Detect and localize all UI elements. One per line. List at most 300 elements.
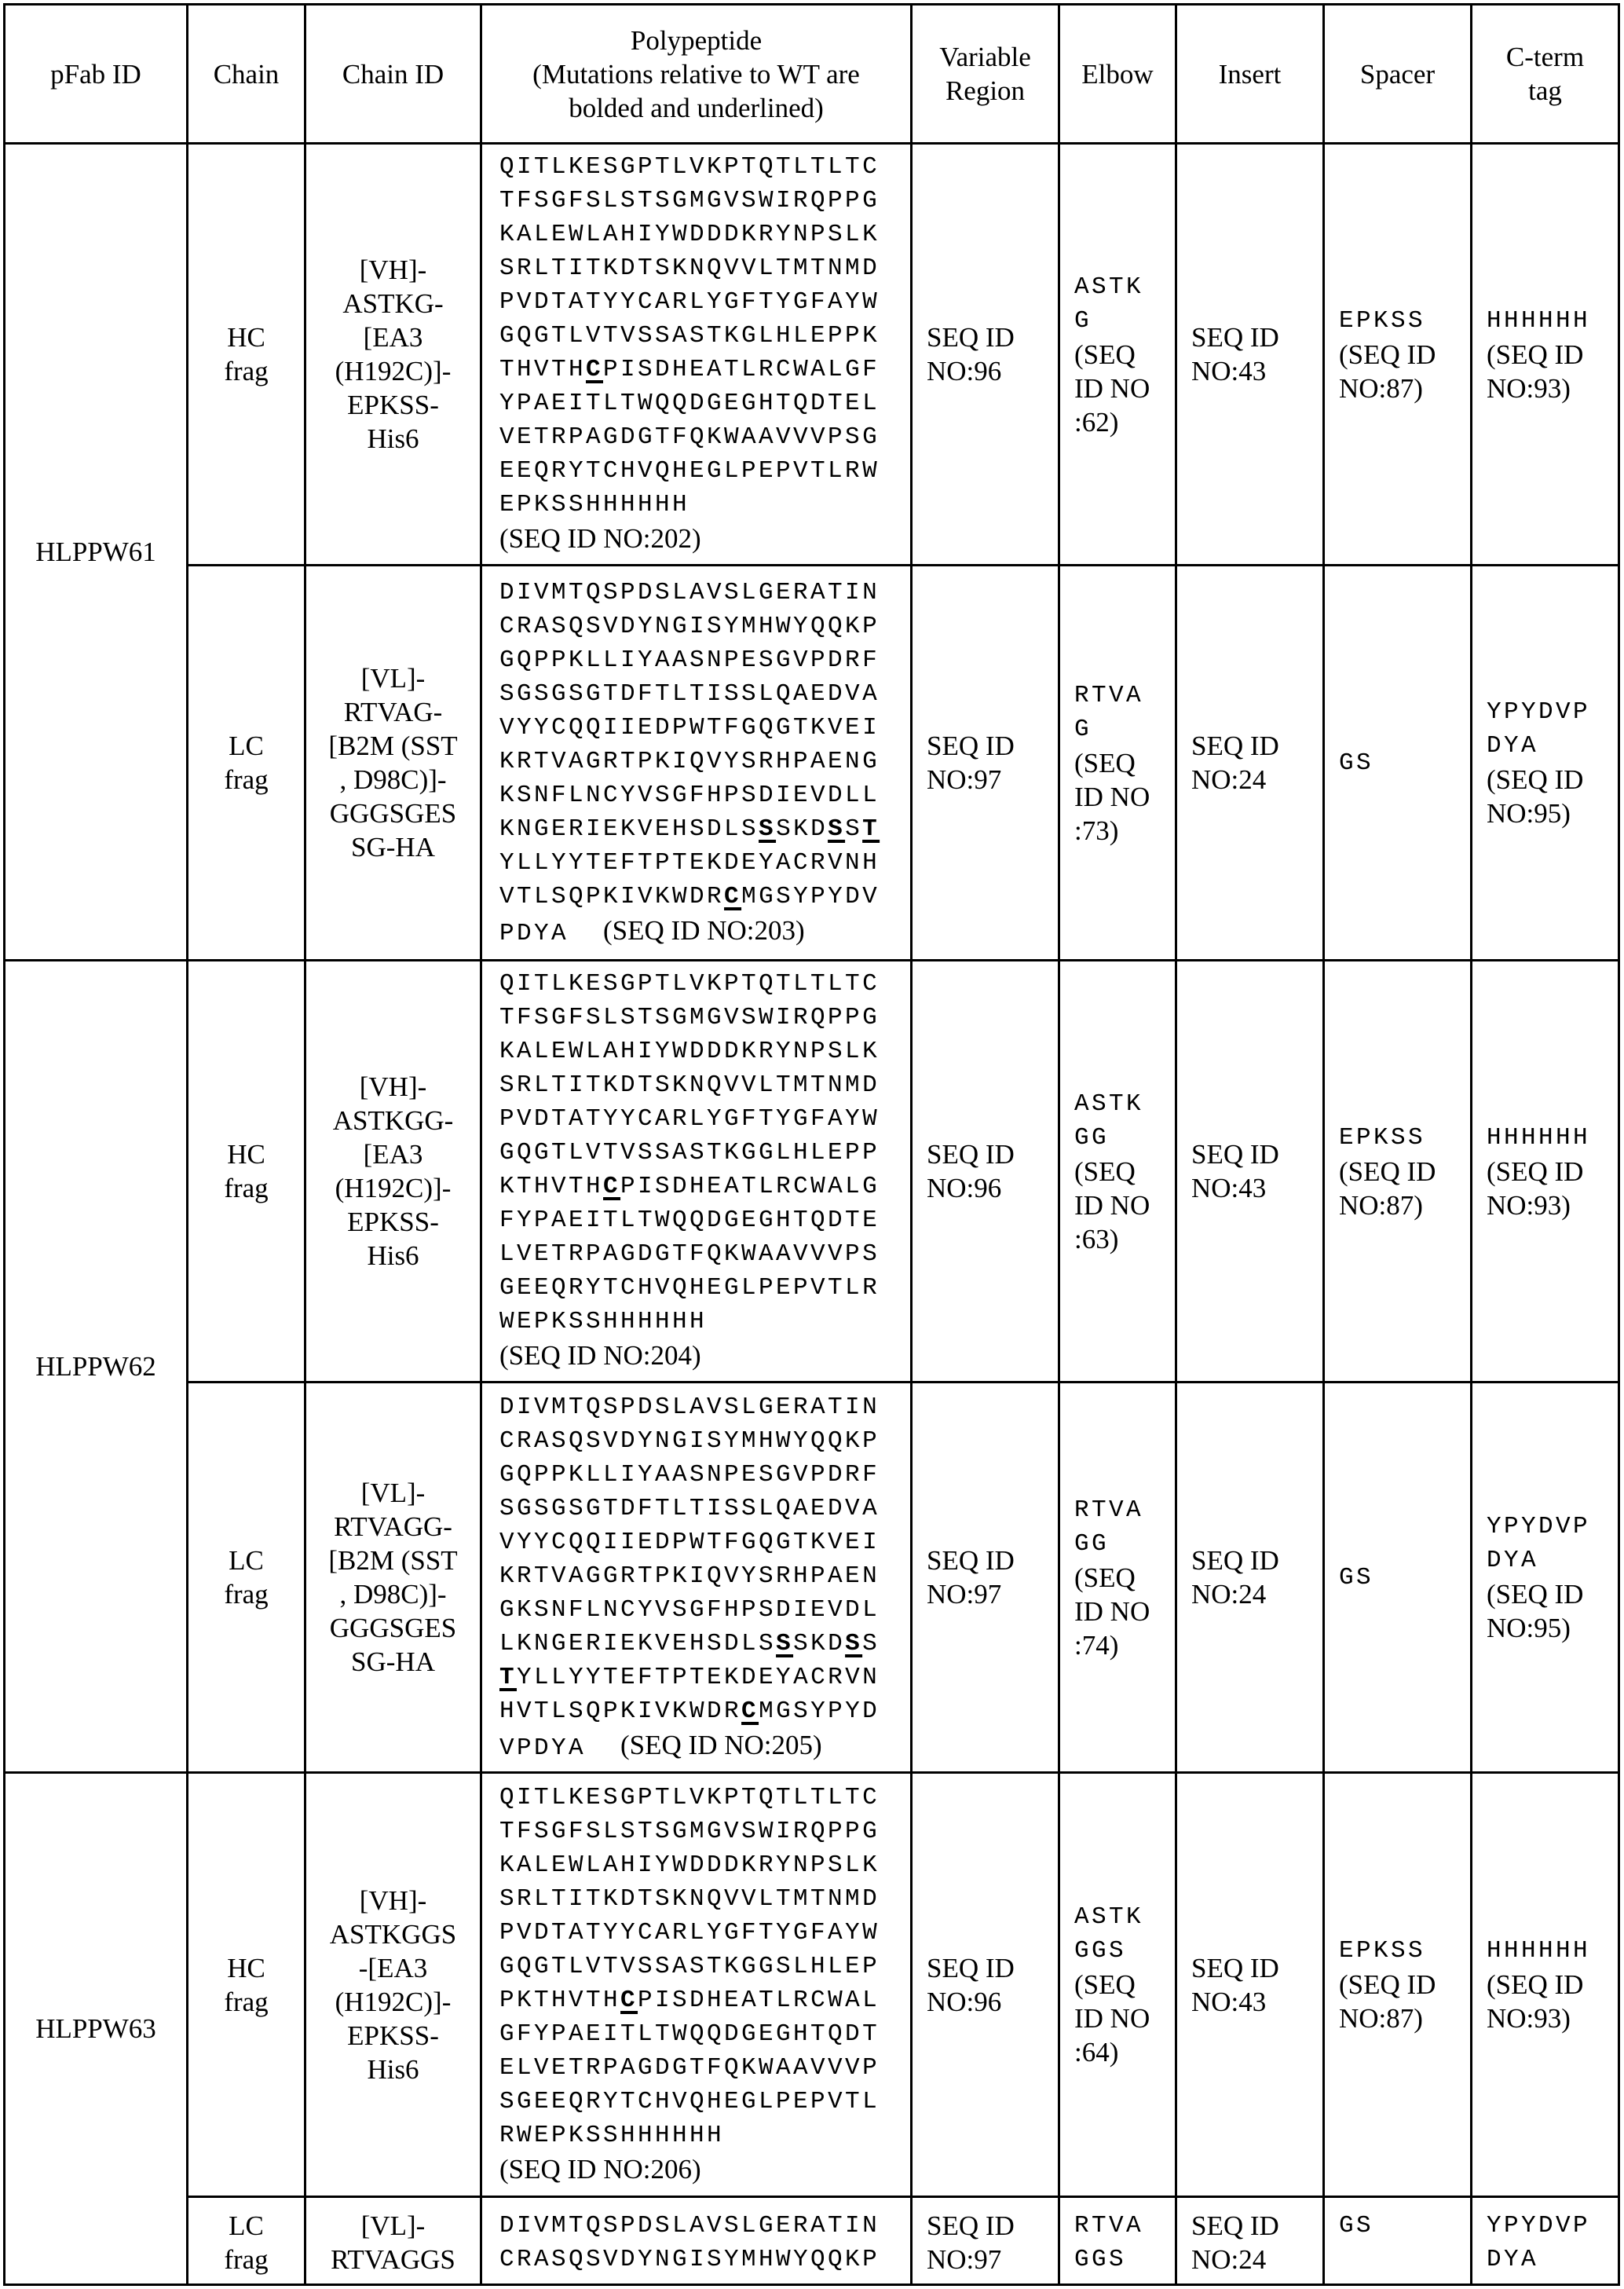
sequence-text: YLLYYTEFTPTEKDEYACRVNH [499,849,880,877]
elbow-seq-id: :64) [1074,2035,1167,2069]
header-text: Variable [920,40,1050,74]
sequence-line [499,1458,901,1492]
polypeptide-cell [481,566,912,961]
elbow-seq-id: ID NO [1074,2002,1167,2035]
table-row [5,144,1619,566]
insert-text: NO:43 [1191,1985,1315,2019]
chain-label: LC [196,729,296,763]
sequence-line [499,1815,901,1848]
seq-id-label: (SEQ ID NO:203) [603,915,805,946]
header-c-term-tag [1472,5,1619,144]
sequence-line [499,1950,901,1983]
sequence-text: RWEPKSSHHHHHH [499,2122,724,2149]
mutation-residue: C [620,1987,638,2014]
chain-id-text: [EA3 [314,320,472,354]
elbow-sequence: G [1074,712,1167,746]
sequence-text: EPKSSHHHHHH [499,491,689,518]
insert-cell [1176,961,1324,1383]
spacer-seq-id: (SEQ ID [1339,1155,1462,1188]
sequence-line [499,251,901,285]
sequence-text: DIVMTQSPDSLAVSLGERATIN [499,579,880,606]
seq-id-label: (SEQ ID NO:206) [499,2154,701,2185]
spacer-sequence: GS [1339,1561,1462,1595]
pfab-id: HLPPW62 [13,1350,178,1383]
table-row [5,566,1619,961]
c-term-seq-id: (SEQ ID [1487,1968,1610,2002]
sequence-line [499,2209,901,2243]
pfab-id-cell [5,961,188,1773]
spacer-sequence: EPKSS [1339,1934,1462,1968]
sequence-line [499,812,901,846]
chain-label: frag [196,354,296,388]
spacer-cell [1324,1773,1472,2197]
header-text: pFab ID [13,57,178,91]
chain-id-text: , D98C)]- [314,1577,472,1611]
sequence-text: PVDTATYYCARLYGFTYGFAYW [499,1105,880,1133]
header-text: Chain [196,57,296,91]
header-text: Elbow [1068,57,1167,91]
chain-id-text: ASTKGGS [314,1917,472,1951]
sequence-line [499,1593,901,1627]
header-polypeptide [481,5,912,144]
sequence-line [499,967,901,1001]
sequence-line [499,610,901,643]
sequence-text: VYYCQQIIEDPWTFGQGTKVEI [499,1529,880,1556]
sequence-text: SRLTITKDTSKNQVVLTMTNMD [499,1071,880,1099]
variable-region-cell [912,961,1059,1383]
sequence-line [499,1390,901,1424]
chain-id-text: , D98C)]- [314,763,472,797]
spacer-cell [1324,961,1472,1383]
sequence-line [499,1170,901,1203]
chain-id-text: EPKSS- [314,1205,472,1239]
elbow-cell [1059,1773,1176,2197]
chain-id-text: SG-HA [314,830,472,864]
sequence-line [499,1339,901,1375]
variable-region-text: NO:96 [927,1985,1050,2019]
sequence-line [499,218,901,251]
chain-id-text: ASTKGG- [314,1104,472,1137]
elbow-seq-id: ID NO [1074,780,1167,814]
c-term-seq-id: (SEQ ID [1487,338,1610,372]
sequence-text: THVTH [499,356,586,383]
sequence-text: VYYCQQIIEDPWTFGQGTKVEI [499,714,880,742]
sequence-text: QITLKESGPTLVKPTQTLTLTC [499,1784,880,1811]
chain-cell [188,961,305,1383]
sequence-text: PVDTATYYCARLYGFTYGFAYW [499,1919,880,1947]
spacer-cell [1324,144,1472,566]
spacer-sequence: EPKSS [1339,1121,1462,1155]
pfab-id-cell [5,1773,188,2285]
polypeptide-cell [481,144,912,566]
sequence-text: PISDHEATLRCWALGF [603,356,880,383]
sequence-line [499,184,901,218]
sequence-text: KALEWLAHIYWDDDKRYNPSLK [499,1851,880,1879]
mutation-residue: S [845,1630,862,1657]
sequence-line [499,2017,901,2051]
sequence-line [499,1102,901,1136]
c-term-sequence: HHHHHH [1487,304,1610,338]
mutation-residue: C [741,1698,759,1725]
mutation-residue: S [828,815,845,843]
spacer-cell [1324,1383,1472,1773]
sequence-line [499,285,901,319]
sequence-line [499,1728,901,1765]
spacer-seq-id: NO:87) [1339,2002,1462,2035]
sequence-line [499,846,901,880]
c-term-sequence: DYA [1487,729,1610,763]
c-term-sequence: DYA [1487,2243,1610,2276]
insert-text: NO:43 [1191,354,1315,388]
variable-region-text: NO:97 [927,763,1050,797]
sequence-line [499,2152,901,2189]
chain-id-text: RTVAGGS [314,2243,472,2276]
mutation-residue: S [776,1630,793,1657]
sequence-line [499,454,901,488]
variable-region-text: NO:96 [927,354,1050,388]
variable-region-text: SEQ ID [927,1951,1050,1985]
insert-cell [1176,1383,1324,1773]
chain-id-text: [VH]- [314,1884,472,1917]
sequence-text: S [862,1630,880,1657]
chain-id-text: SG-HA [314,1645,472,1679]
sequence-line [499,1136,901,1170]
elbow-sequence: RTVA [1074,2209,1167,2243]
sequence-text: EEQRYTCHVQHEGLPEPVTLRW [499,457,880,485]
sequence-text: CRASQSVDYNGISYMHWYQQKP [499,2246,880,2273]
chain-id-text: GGGSGES [314,797,472,830]
chain-id-text: [B2M (SST [314,1544,472,1577]
sequence-line [499,2243,901,2276]
sequence-line [499,1661,901,1694]
polypeptide-cell [481,2197,912,2285]
elbow-cell [1059,566,1176,961]
mutation-residue: C [603,1173,620,1200]
sequence-line [499,1525,901,1559]
polypeptide-cell [481,1383,912,1773]
elbow-sequence: GGS [1074,2243,1167,2276]
sequence-text: PVDTATYYCARLYGFTYGFAYW [499,288,880,316]
variable-region-cell [912,144,1059,566]
polypeptide-cell [481,961,912,1383]
c-term-tag-cell [1472,144,1619,566]
mutation-residue: T [862,815,880,843]
chain-id-text: [VL]- [314,2209,472,2243]
c-term-seq-id: NO:93) [1487,372,1610,405]
sequence-text: KRTVAGRTPKIQVYSRHPAENG [499,748,880,775]
elbow-sequence: G [1074,304,1167,338]
elbow-sequence: GG [1074,1527,1167,1561]
elbow-sequence: GG [1074,1121,1167,1155]
sequence-text: DIVMTQSPDSLAVSLGERATIN [499,1394,880,1421]
header-text: Region [920,74,1050,108]
sequence-line [499,711,901,745]
sequence-line [499,2119,901,2152]
sequence-text: LVETRPAGDGTFQKWAAVVVPS [499,1240,880,1268]
sequence-line [499,2085,901,2119]
c-term-sequence: YPYDVP [1487,2209,1610,2243]
chain-cell [188,1773,305,2197]
elbow-seq-id: :62) [1074,405,1167,439]
sequence-text: GEEQRYTCHVQHEGLPEPVTLR [499,1274,880,1302]
c-term-tag-cell [1472,2197,1619,2285]
sequence-line [499,319,901,353]
insert-text: SEQ ID [1191,2209,1315,2243]
sequence-line [499,1848,901,1882]
seq-id-label: (SEQ ID NO:202) [499,523,701,554]
sequence-line [499,914,901,950]
sequence-line [499,1983,901,2017]
sequence-text: VETRPAGDGTFQKWAAVVVPSG [499,423,880,451]
spacer-cell [1324,566,1472,961]
chain-id-text: (H192C)]- [314,1171,472,1205]
elbow-cell [1059,2197,1176,2285]
elbow-cell [1059,1383,1176,1773]
variable-region-text: SEQ ID [927,729,1050,763]
elbow-seq-id: (SEQ [1074,338,1167,372]
c-term-sequence: YPYDVP [1487,1510,1610,1544]
sequence-line [499,778,901,812]
chain-label: HC [196,1951,296,1985]
elbow-sequence: RTVA [1074,1493,1167,1527]
sequence-text: GFYPAEITLTWQQDGEGHTQDT [499,2020,880,2048]
chain-label: LC [196,1544,296,1577]
chain-id-text: [VH]- [314,253,472,287]
sequence-text: SRLTITKDTSKNQVVLTMTNMD [499,1885,880,1913]
sequence-line [499,643,901,677]
pfab-id-cell [5,144,188,961]
insert-cell [1176,1773,1324,2197]
spacer-seq-id: (SEQ ID [1339,338,1462,372]
chain-id-text: (H192C)]- [314,1985,472,2019]
sequence-text: GKSNFLNCYVSGFHPSDIEVDL [499,1596,880,1624]
pfab-id: HLPPW63 [13,2012,178,2045]
sequence-line [499,1237,901,1271]
chain-id-cell [305,2197,481,2285]
sequence-text: VPDYA [499,1734,620,1762]
header-spacer [1324,5,1472,144]
sequence-line [499,2051,901,2085]
header-text: bolded and underlined) [490,91,902,125]
sequence-line [499,1627,901,1661]
table-row [5,1773,1619,2197]
header-text: (Mutations relative to WT are [490,57,902,91]
pfab-id: HLPPW61 [13,535,178,569]
variable-region-cell [912,1773,1059,2197]
c-term-sequence: YPYDVP [1487,695,1610,729]
variable-region-cell [912,1383,1059,1773]
insert-cell [1176,566,1324,961]
c-term-tag-cell [1472,1383,1619,1773]
chain-label: frag [196,1171,296,1205]
sequence-text: PKTHVTH [499,1987,620,2014]
sequence-line [499,1035,901,1068]
spacer-sequence: GS [1339,746,1462,780]
sequence-text: GQGTLVTVSSASTKGGLHLEPP [499,1139,880,1166]
table-body [5,144,1619,2285]
c-term-tag-cell [1472,1773,1619,2197]
insert-text: SEQ ID [1191,1137,1315,1171]
c-term-seq-id: NO:93) [1487,1188,1610,1222]
header-chain-id [305,5,481,144]
elbow-seq-id: (SEQ [1074,1561,1167,1595]
chain-id-text: GGGSGES [314,1611,472,1645]
sequence-line [499,1781,901,1815]
spacer-seq-id: (SEQ ID [1339,1968,1462,2002]
chain-id-text: His6 [314,422,472,456]
mutation-residue: C [586,356,603,383]
chain-id-cell [305,1773,481,2197]
sequence-text: GQGTLVTVSSASTKGLHLEPPK [499,322,880,350]
insert-text: SEQ ID [1191,729,1315,763]
c-term-seq-id: NO:95) [1487,797,1610,830]
elbow-sequence: ASTK [1074,270,1167,304]
sequence-text: GQPPKLLIYAASNPESGVPDRF [499,646,880,674]
insert-text: SEQ ID [1191,1951,1315,1985]
chain-label: frag [196,2243,296,2276]
elbow-sequence: ASTK [1074,1900,1167,1934]
chain-cell [188,144,305,566]
header-insert [1176,5,1324,144]
elbow-sequence: RTVA [1074,679,1167,712]
chain-id-text: [B2M (SST [314,729,472,763]
sequence-text: SGEEQRYTCHVQHEGLPEPVTL [499,2088,880,2115]
sequence-text: SGSGSGTDFTLTISSLQAEDVA [499,680,880,708]
elbow-cell [1059,961,1176,1383]
insert-text: NO:24 [1191,2243,1315,2276]
sequence-text: ELVETRPAGDGTFQKWAAVVVP [499,2054,880,2082]
elbow-seq-id: (SEQ [1074,1155,1167,1188]
elbow-seq-id: ID NO [1074,1188,1167,1222]
table-row [5,2197,1619,2285]
sequence-line [499,488,901,522]
sequence-line [499,1916,901,1950]
variable-region-cell [912,2197,1059,2285]
sequence-line [499,1203,901,1237]
elbow-seq-id: ID NO [1074,1595,1167,1628]
variable-region-text: NO:96 [927,1171,1050,1205]
sequence-line [499,1559,901,1593]
sequence-line [499,522,901,559]
sequence-line [499,1882,901,1916]
header-text: tag [1480,74,1610,108]
sequence-line [499,1694,901,1728]
spacer-seq-id: NO:87) [1339,372,1462,405]
sequence-line [499,386,901,420]
c-term-seq-id: NO:95) [1487,1611,1610,1645]
spacer-sequence: GS [1339,2209,1462,2243]
elbow-cell [1059,144,1176,566]
sequence-text: CRASQSVDYNGISYMHWYQQKP [499,613,880,640]
chain-label: LC [196,2209,296,2243]
sequence-line [499,745,901,778]
insert-text: SEQ ID [1191,1544,1315,1577]
sequence-line [499,150,901,184]
sequence-text: TFSGFSLSTSGMGVSWIRQPPG [499,1818,880,1845]
sequence-text: TFSGFSLSTSGMGVSWIRQPPG [499,1004,880,1031]
mutation-residue: T [499,1664,517,1691]
c-term-seq-id: (SEQ ID [1487,1155,1610,1188]
elbow-seq-id: (SEQ [1074,1968,1167,2002]
insert-text: NO:43 [1191,1171,1315,1205]
table-row [5,961,1619,1383]
header-row [5,5,1619,144]
elbow-seq-id: :74) [1074,1628,1167,1662]
sequence-text: SKD [776,815,828,843]
sequence-line [499,420,901,454]
sequence-text: KNGERIEKVEHSDLS [499,815,759,843]
insert-text: NO:24 [1191,763,1315,797]
sequence-line [499,880,901,914]
sequence-text: S [845,815,862,843]
elbow-seq-id: (SEQ [1074,746,1167,780]
pfab-table [3,3,1620,2286]
sequence-line [499,1068,901,1102]
table-row [5,1383,1619,1773]
chain-id-text: [VL]- [314,661,472,695]
polypeptide-cell [481,1773,912,2197]
chain-id-text: His6 [314,1239,472,1273]
spacer-sequence: EPKSS [1339,304,1462,338]
sequence-text: WEPKSSHHHHHH [499,1308,707,1335]
sequence-text: SRLTITKDTSKNQVVLTMTNMD [499,255,880,282]
sequence-text: QITLKESGPTLVKPTQTLTLTC [499,153,880,181]
sequence-text: PISDHEATLRCWALG [620,1173,880,1200]
chain-id-cell [305,144,481,566]
chain-label: frag [196,1577,296,1611]
sequence-text: LKNGERIEKVEHSDLS [499,1630,776,1657]
variable-region-text: NO:97 [927,2243,1050,2276]
sequence-text: KSNFLNCYVSGFHPSDIEVDLL [499,782,880,809]
sequence-text: PDYA [499,920,603,947]
chain-cell [188,1383,305,1773]
sequence-text: CRASQSVDYNGISYMHWYQQKP [499,1427,880,1455]
sequence-text: DIVMTQSPDSLAVSLGERATIN [499,2212,880,2240]
chain-id-text: RTVAGG- [314,1510,472,1544]
sequence-line [499,1492,901,1525]
chain-id-text: His6 [314,2053,472,2086]
sequence-text: SKD [793,1630,845,1657]
chain-id-text: EPKSS- [314,2019,472,2053]
chain-cell [188,566,305,961]
elbow-seq-id: :73) [1074,814,1167,848]
chain-id-cell [305,566,481,961]
mutation-residue: C [724,883,741,910]
variable-region-text: SEQ ID [927,320,1050,354]
header-chain [188,5,305,144]
c-term-sequence: DYA [1487,1544,1610,1577]
sequence-line [499,677,901,711]
seq-id-label: (SEQ ID NO:205) [620,1730,822,1760]
c-term-tag-cell [1472,566,1619,961]
sequence-text: MGSYPYD [759,1698,880,1725]
sequence-text: VTLSQPKIVKWDR [499,883,724,910]
c-term-tag-cell [1472,961,1619,1383]
sequence-text: QITLKESGPTLVKPTQTLTLTC [499,970,880,998]
elbow-sequence: ASTK [1074,1087,1167,1121]
seq-id-label: (SEQ ID NO:204) [499,1340,701,1371]
chain-id-cell [305,961,481,1383]
elbow-sequence: GGS [1074,1934,1167,1968]
insert-text: NO:24 [1191,1577,1315,1611]
sequence-text: KALEWLAHIYWDDDKRYNPSLK [499,221,880,248]
header-text: Chain ID [314,57,472,91]
sequence-line [499,1001,901,1035]
sequence-text: KRTVAGGRTPKIQVYSRHPAEN [499,1562,880,1590]
chain-id-text: -[EA3 [314,1951,472,1985]
c-term-sequence: HHHHHH [1487,1934,1610,1968]
sequence-text: KTHVTH [499,1173,603,1200]
